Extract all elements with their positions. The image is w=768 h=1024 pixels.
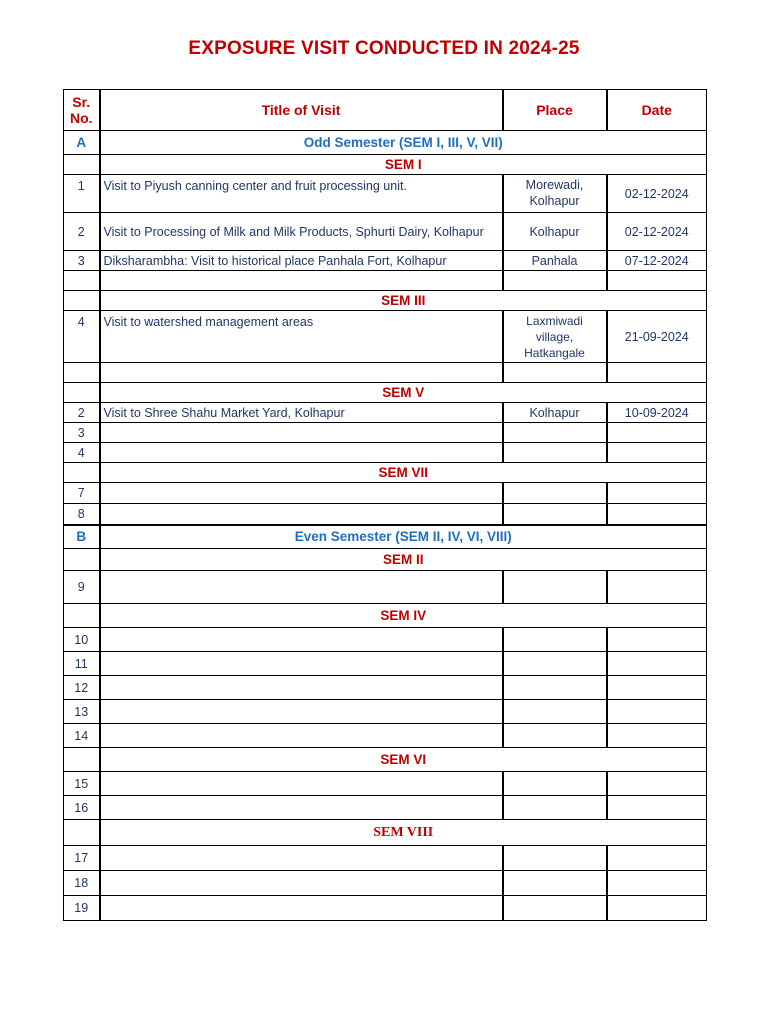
section-label: Even Semester (SEM II, IV, VI, VIII) xyxy=(100,525,707,549)
table-row xyxy=(64,628,707,652)
sem-row xyxy=(64,604,707,628)
row-number: 3 xyxy=(64,251,100,271)
visit-place: Kolhapur xyxy=(503,213,607,251)
header-title: Title of Visit xyxy=(100,90,503,131)
visit-title: Visit to Processing of Milk and Milk Products, Sphurti Dairy, Kolhapur xyxy=(100,213,503,251)
row-number: 17 xyxy=(64,846,100,871)
header-row xyxy=(64,90,707,131)
visit-date: 10-09-2024 xyxy=(607,403,707,423)
sem-label: SEM VI xyxy=(100,748,707,772)
row-number: 7 xyxy=(64,483,100,504)
visit-date: 21-09-2024 xyxy=(607,311,707,363)
table-row xyxy=(64,676,707,700)
sem-row xyxy=(64,820,707,846)
visit-place: Laxmiwadi village, Hatkangale xyxy=(503,311,607,363)
table-row xyxy=(64,700,707,724)
sem-label: SEM VII xyxy=(100,463,707,483)
table-row xyxy=(64,571,707,604)
row-number: 16 xyxy=(64,796,100,820)
visit-title: Visit to Shree Shahu Market Yard, Kolhapur xyxy=(100,403,503,423)
section-row-a xyxy=(64,131,707,155)
section-letter: B xyxy=(64,525,100,549)
table-row xyxy=(64,504,707,525)
header-place: Place xyxy=(503,90,607,131)
visit-place: Panhala xyxy=(503,251,607,271)
row-number: 14 xyxy=(64,724,100,748)
table-row xyxy=(64,483,707,504)
table-row xyxy=(64,311,707,363)
table-row xyxy=(64,423,707,443)
sem-label: SEM III xyxy=(100,291,707,311)
row-number: 9 xyxy=(64,571,100,604)
visit-date: 02-12-2024 xyxy=(607,213,707,251)
section-row-b xyxy=(64,525,707,549)
empty-row xyxy=(64,271,707,291)
exposure-visit-table xyxy=(63,89,707,921)
table-row xyxy=(64,846,707,871)
sem-row xyxy=(64,291,707,311)
row-number: 2 xyxy=(64,403,100,423)
table-row xyxy=(64,772,707,796)
row-number: 13 xyxy=(64,700,100,724)
visit-date: 07-12-2024 xyxy=(607,251,707,271)
visit-place: Morewadi, Kolhapur xyxy=(503,175,607,213)
header-date: Date xyxy=(607,90,707,131)
row-number: 15 xyxy=(64,772,100,796)
sem-label: SEM I xyxy=(100,155,707,175)
table-row xyxy=(64,213,707,251)
visit-title: Diksharambha: Visit to historical place Panhala Fort, Kolhapur xyxy=(100,251,503,271)
sem-row xyxy=(64,155,707,175)
table-row xyxy=(64,403,707,423)
row-number: 2 xyxy=(64,213,100,251)
row-number: 10 xyxy=(64,628,100,652)
sem-label: SEM II xyxy=(100,549,707,571)
table-row xyxy=(64,871,707,896)
row-number: 4 xyxy=(64,311,100,363)
header-srno: Sr. No. xyxy=(64,90,100,131)
table-row xyxy=(64,175,707,213)
sem-row xyxy=(64,748,707,772)
table-row xyxy=(64,724,707,748)
section-letter: A xyxy=(64,131,100,155)
row-number: 8 xyxy=(64,504,100,525)
visit-place: Kolhapur xyxy=(503,403,607,423)
table-row xyxy=(64,796,707,820)
sem-row xyxy=(64,463,707,483)
table-row xyxy=(64,251,707,271)
visit-title: Visit to Piyush canning center and fruit processing unit. xyxy=(100,175,503,213)
page-title: EXPOSURE VISIT CONDUCTED IN 2024-25 xyxy=(188,38,580,59)
table-row xyxy=(64,443,707,463)
row-number: 18 xyxy=(64,871,100,896)
sem-label: SEM V xyxy=(100,383,707,403)
sem-label: SEM IV xyxy=(100,604,707,628)
table-row xyxy=(64,896,707,921)
sem-label: SEM VIII xyxy=(100,820,707,846)
sem-row xyxy=(64,383,707,403)
visit-title: Visit to watershed management areas xyxy=(100,311,503,363)
row-number: 12 xyxy=(64,676,100,700)
sem-row xyxy=(64,549,707,571)
row-number: 4 xyxy=(64,443,100,463)
row-number: 19 xyxy=(64,896,100,921)
table-row xyxy=(64,652,707,676)
visit-date: 02-12-2024 xyxy=(607,175,707,213)
row-number: 11 xyxy=(64,652,100,676)
empty-row xyxy=(64,363,707,383)
row-number: 3 xyxy=(64,423,100,443)
section-label: Odd Semester (SEM I, III, V, VII) xyxy=(100,131,707,155)
row-number: 1 xyxy=(64,175,100,213)
